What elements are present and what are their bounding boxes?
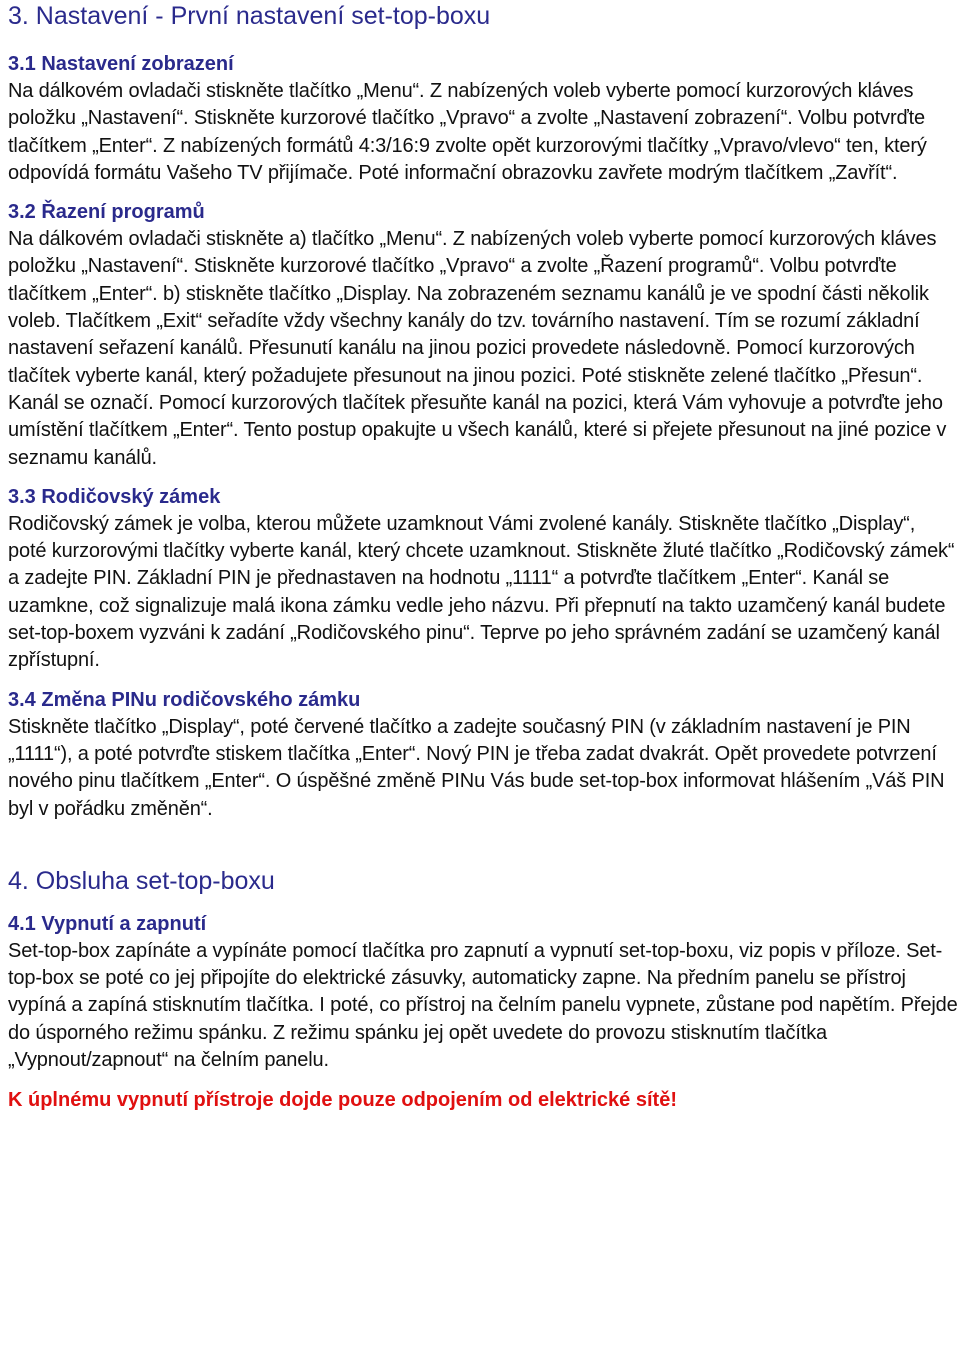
section-3-1-text: Na dálkovém ovladači stiskněte tlačítko „Menu“. Z nabízených voleb vyberte pomocí kurzorových kláves položku „Nastavení“. Stiskněte kurzorové tlačítko „Vpravo“ a zvolte „Nastavení zobrazení“. Volbu potvrďte tlačítkem „Enter“. Z nabízených formátů 4:3/16:9 zvolte opět kurzorovými tlačítky „Vpravo/vlevo“ ten, který odpovídá formátu Vašeho TV přijímače. Poté informační obrazovku zavřete modrým tlačítkem „Zavřít“. xyxy=(8,80,927,184)
section-3-2-text: Na dálkovém ovladači stiskněte a) tlačítko „Menu“. Z nabízených voleb vyberte pomocí kurzorových kláves položku „Nastavení“. Stiskněte kurzorové tlačítko „Vpravo“ a zvolte „Řazení programů“. Volbu potvrďte tlačítkem „Enter“. b) stiskněte tlačítko „Display. Na zobrazeném seznamu kanálů je ve spodní části několik voleb. Tlačítkem „Exit“ seřadíte vždy všechny kanály do tzv. továrního nastavení. Tím se rozumí základní nastavení seřazení kanálů. Přesunutí kanálu na jinou pozici provedete následovně. Pomocí kurzorových tlačítek vyberte kanál, který požadujete přesunout na jinou pozici. Poté stiskněte zelené tlačítko „Přesun“. Kanál se označí. Pomocí kurzorových tlačítek přesuňte kanál na pozici, která Vám vyhovuje a potvrďte jeho umístění tlačítkem „Enter“. Tento postup opakujte u všech kanálů, které si přejete přesunout na jiné pozice v seznamu kanálů. xyxy=(8,228,947,469)
section-3-2-heading: 3.2 Řazení programů xyxy=(8,201,205,224)
chapter-3-title: 3. Nastavení - První nastavení set-top-boxu xyxy=(8,2,491,30)
section-3-2 xyxy=(8,199,960,472)
section-4-1-text: Set-top-box zapínáte a vypínáte pomocí tlačítka pro zapnutí a vypnutí set-top-boxu, viz popis v příloze. Set-top-box se poté co jej připojíte do elektrické zásuvky, automaticky zapne. Na předním panelu se přístroj vypíná a zapíná stisknutím tlačítka. I poté, co přístroj na čelním panelu vypnete, zůstane pod napětím. Přejde do úsporného režimu spánku. Z režimu spánku jej opět uvedete do provozu stisknutím tlačítka „Vypnout/zapnout“ na čelním panelu. xyxy=(8,939,958,1072)
section-3-4 xyxy=(8,687,960,823)
section-3-1 xyxy=(8,51,960,187)
section-3-3-heading: 3.3 Rodičovský zámek xyxy=(8,485,221,508)
document-page xyxy=(0,1,960,1350)
section-3-1-heading: 3.1 Nastavení zobrazení xyxy=(8,53,234,75)
section-3-4-heading: 3.4 Změna PINu rodičovského zámku xyxy=(8,688,361,711)
section-3-4-text: Stiskněte tlačítko „Display“, poté červené tlačítko a zadejte současný PIN (v základním nastavení je PIN „1111“), a poté potvrďte stiskem tlačítka „Enter“. Nový PIN je třeba zadat dvakrát. Opět provedete potvrzení nového pinu tlačítkem „Enter“. O úspěšné změně PINu Vás bude set-top-box informovat hlášením „Váš PIN byl v pořádku změněn“. xyxy=(8,715,945,820)
power-off-warning: K úplnému vypnutí přístroje dojde pouze odpojením od elektrické sítě! xyxy=(8,1089,677,1112)
section-4-1-heading: 4.1 Vypnutí a zapnutí xyxy=(8,912,207,935)
chapter-4-title: 4. Obsluha set-top-boxu xyxy=(8,866,275,895)
section-3-3 xyxy=(8,484,960,675)
section-3-3-text: Rodičovský zámek je volba, kterou můžete uzamknout Vámi zvolené kanály. Stiskněte tlačítko „Display“, poté kurzorovými tlačítky vyberte kanál, který chcete uzamknout. Stiskněte žluté tlačítko „Rodičovský zámek“ a zadejte PIN. Základní PIN je přednastaven na hodnotu „1111“ a potvrďte tlačítkem „Enter“. Kanál se uzamkne, což signalizuje malá ikona zámku vedle jeho názvu. Při přepnutí na takto uzamčený kanál budete set-top-boxem vyzváni k zadání „Rodičovského pinu“. Teprve po jeho správném zadání se uzamčený kanál zpřístupní. xyxy=(8,512,955,672)
section-4-1 xyxy=(8,911,960,1074)
